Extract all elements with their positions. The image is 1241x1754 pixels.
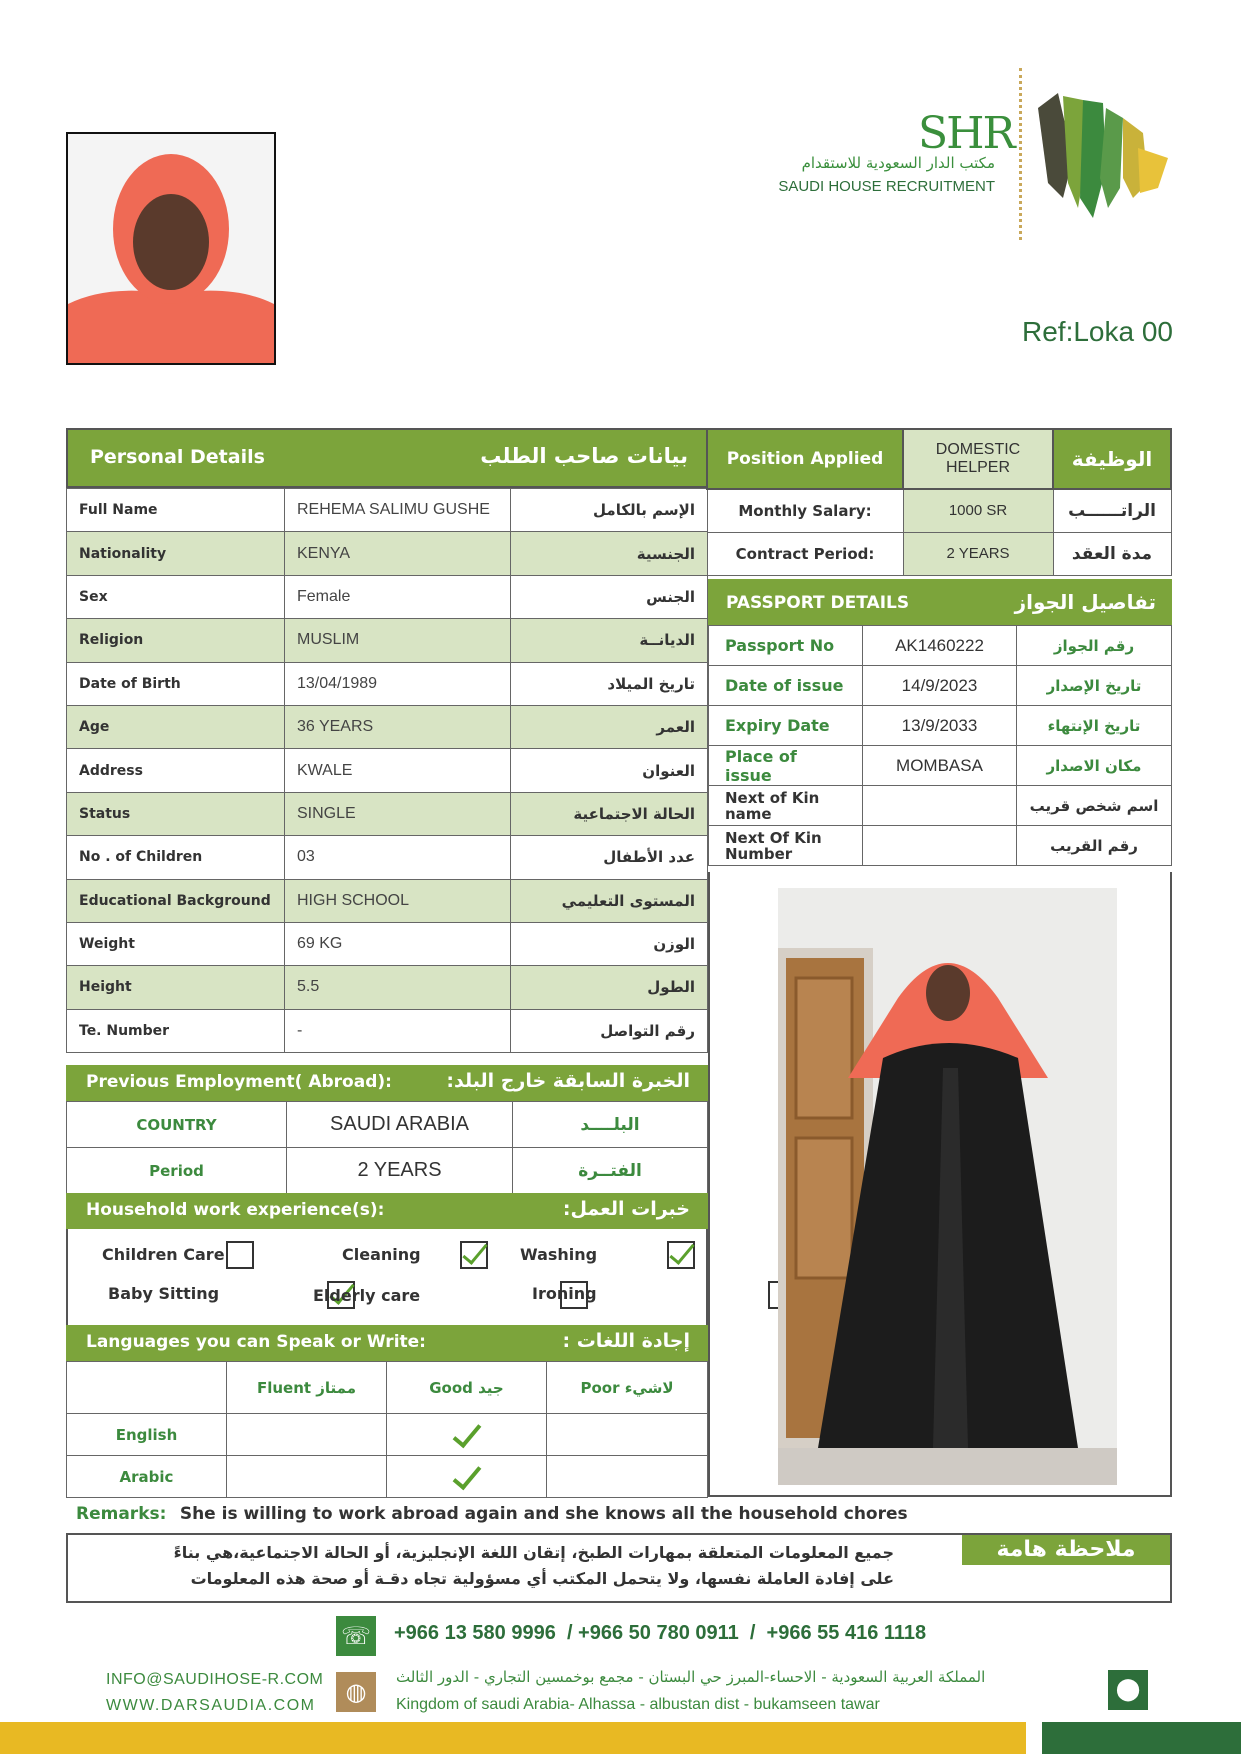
- kin-number-value: [863, 826, 1017, 866]
- arabic-good-cell: [387, 1456, 547, 1498]
- table-row: [67, 966, 708, 1009]
- personal-field-label: Sex: [67, 575, 285, 618]
- personal-field-label-ar: رقم التواصل: [511, 1009, 708, 1052]
- personal-field-label-ar: عدد الأطفال: [511, 836, 708, 879]
- passport-field-label: Passport No: [709, 626, 863, 666]
- good-header: Good جيد: [387, 1362, 547, 1414]
- languages-header: [66, 1325, 708, 1361]
- personal-field-label: Weight: [67, 922, 285, 965]
- phone-icon: ☏: [336, 1616, 376, 1656]
- table-row: [709, 826, 1172, 866]
- language-blank-header: [67, 1362, 227, 1414]
- phone-numbers: +966 13 580 9996 / +966 50 780 0911 / +966 55 416 1118: [394, 1622, 927, 1644]
- applicant-portrait: [66, 132, 276, 365]
- passport-table: [708, 625, 1172, 866]
- arabic-poor-cell: [547, 1456, 708, 1498]
- country-label: COUNTRY: [67, 1102, 287, 1148]
- logo-mark: SHR: [918, 108, 1014, 159]
- languages-table: [66, 1361, 708, 1498]
- important-note-line2: على إفادة العاملة نفسها، ولا يتحمل المكتب أي مسؤولية تجاه دقـة أو صحة هذه المعلومات: [190, 1569, 894, 1588]
- personal-field-label-ar: تاريخ الميلاد: [511, 662, 708, 705]
- personal-field-label: Age: [67, 705, 285, 748]
- passport-field-label-ar: تاريخ الإصدار: [1017, 666, 1172, 706]
- personal-field-label-ar: المستوى التعليمي: [511, 879, 708, 922]
- address-english: Kingdom of saudi Arabia- Alhassa - albustan dist - bukamseen tawar: [396, 1696, 880, 1713]
- table-row: [67, 489, 708, 532]
- personal-field-value: Female: [285, 575, 511, 618]
- household-header: [66, 1193, 708, 1229]
- passport-field-label: Date of issue: [709, 666, 863, 706]
- personal-field-value: HIGH SCHOOL: [285, 879, 511, 922]
- personal-field-label: Educational Background: [67, 879, 285, 922]
- passport-field-label-ar: مكان الاصدار: [1017, 746, 1172, 786]
- kin-name-label: Next of Kin name: [709, 786, 863, 826]
- personal-details-title-ar: بيانات صاحب الطلب: [480, 444, 688, 468]
- table-row: [67, 1148, 708, 1194]
- personal-field-label-ar: العنوان: [511, 749, 708, 792]
- personal-field-label-ar: العمر: [511, 705, 708, 748]
- passport-title-ar: تفاصيل الجواز: [1014, 590, 1156, 614]
- table-row: [67, 662, 708, 705]
- table-row: [67, 532, 708, 575]
- children-care-label: Children Care: [102, 1245, 225, 1264]
- kin-name-value: [863, 786, 1017, 826]
- kin-number-label-ar: رقم القريب: [1017, 826, 1172, 866]
- personal-field-value: 13/04/1989: [285, 662, 511, 705]
- personal-field-value: 36 YEARS: [285, 705, 511, 748]
- contract-value: 2 YEARS: [903, 532, 1053, 575]
- passport-field-label-ar: تاريخ الإنتهاء: [1017, 706, 1172, 746]
- personal-field-label: Status: [67, 792, 285, 835]
- languages-title-ar: إجادة اللغات :: [562, 1330, 690, 1352]
- personal-field-value: REHEMA SALIMU GUSHE: [285, 489, 511, 532]
- poor-header: Poor لاشيء: [547, 1362, 708, 1414]
- elderly-care-label: Elderly care: [313, 1286, 421, 1305]
- personal-field-label-ar: الوزن: [511, 922, 708, 965]
- table-row: [707, 532, 1171, 575]
- contract-label-ar: مدة العقد: [1053, 532, 1171, 575]
- arabic-fluent-cell: [227, 1456, 387, 1498]
- table-row: [709, 746, 1172, 786]
- period-label: Period: [67, 1148, 287, 1194]
- important-note-title: ملاحظة هامة: [962, 1535, 1170, 1565]
- household-title-ar: خبرات العمل:: [562, 1198, 690, 1220]
- children-care-checkbox[interactable]: [226, 1241, 254, 1269]
- important-note-box: [66, 1533, 1172, 1603]
- table-row: [67, 1009, 708, 1052]
- personal-field-label: Religion: [67, 619, 285, 662]
- position-value: DOMESTIC HELPER: [903, 429, 1053, 489]
- logo-map-icon: [1028, 88, 1178, 223]
- personal-details-table: [66, 488, 708, 1053]
- table-row: [67, 1102, 708, 1148]
- salary-value: 1000 SR: [903, 489, 1053, 532]
- previous-employment-title-ar: الخبرة السابقة خارج البلد:: [446, 1070, 690, 1092]
- english-poor-cell: [547, 1414, 708, 1456]
- table-row: [67, 792, 708, 835]
- english-label: English: [67, 1414, 227, 1456]
- applicant-full-photo: [778, 888, 1117, 1485]
- table-row: [67, 619, 708, 662]
- passport-field-value: 14/9/2023: [863, 666, 1017, 706]
- passport-title-en: PASSPORT DETAILS: [726, 593, 910, 613]
- washing-label: Washing: [520, 1245, 598, 1264]
- personal-field-label: Full Name: [67, 489, 285, 532]
- passport-field-label-ar: رقم الجواز: [1017, 626, 1172, 666]
- languages-title-en: Languages you can Speak or Write:: [86, 1332, 426, 1352]
- personal-field-label-ar: الديانــة: [511, 619, 708, 662]
- address-arabic: المملكة العربية السعودية - الاحساء-المبرز حي البستان - مجمع بوخمسين التجاري - الدور الثالث: [396, 1668, 986, 1686]
- logo-arabic-text: مكتب الدار السعودية للاستقدام: [801, 154, 995, 172]
- previous-employment-table: [66, 1101, 708, 1194]
- remarks-label: Remarks:: [76, 1504, 167, 1524]
- email-text: INFO@SAUDIHOSE-R.COM: [106, 1671, 324, 1688]
- reference-number: Ref:Loka 00: [1022, 316, 1173, 347]
- english-fluent-cell: [227, 1414, 387, 1456]
- english-good-cell: [387, 1414, 547, 1456]
- household-title-en: Household work experience(s):: [86, 1200, 385, 1220]
- personal-field-label-ar: الطول: [511, 966, 708, 1009]
- logo-english-text: SAUDI HOUSE RECRUITMENT: [778, 178, 995, 195]
- kin-number-label: Next Of Kin Number: [709, 826, 863, 866]
- washing-checkbox[interactable]: [667, 1241, 695, 1269]
- table-row: [707, 429, 1171, 489]
- passport-field-label: Expiry Date: [709, 706, 863, 746]
- remarks-line: [76, 1504, 908, 1524]
- website-text: WWW.DARSAUDIA.COM: [106, 1697, 316, 1714]
- personal-details-header: [66, 428, 708, 488]
- period-label-ar: الفتــرة: [513, 1148, 708, 1194]
- personal-field-value: KWALE: [285, 749, 511, 792]
- salary-label: Monthly Salary:: [707, 489, 903, 532]
- personal-field-value: 5.5: [285, 966, 511, 1009]
- salary-label-ar: الراتــــــب: [1053, 489, 1171, 532]
- footer-yellow-stripe: [0, 1722, 1026, 1754]
- table-row: [67, 922, 708, 965]
- passport-field-value: 13/9/2033: [863, 706, 1017, 746]
- remarks-text: She is willing to work abroad again and she knows all the household chores: [179, 1504, 908, 1524]
- personal-field-label-ar: الجنسية: [511, 532, 708, 575]
- personal-field-value: -: [285, 1009, 511, 1052]
- personal-field-label: No . of Children: [67, 836, 285, 879]
- logo-divider: [1019, 68, 1022, 240]
- cleaning-checkbox[interactable]: [460, 1241, 488, 1269]
- table-row: [67, 705, 708, 748]
- personal-field-label-ar: الإسم بالكامل: [511, 489, 708, 532]
- personal-field-value: SINGLE: [285, 792, 511, 835]
- arabic-label: Arabic: [67, 1456, 227, 1498]
- cleaning-label: Cleaning: [342, 1245, 421, 1264]
- table-row: [67, 1456, 708, 1498]
- passport-header: [708, 579, 1172, 625]
- fluent-header: Fluent ممتاز: [227, 1362, 387, 1414]
- personal-field-label: Te. Number: [67, 1009, 285, 1052]
- personal-field-value: 69 KG: [285, 922, 511, 965]
- location-pin-icon: ⬤: [1108, 1670, 1148, 1710]
- personal-field-label: Nationality: [67, 532, 285, 575]
- previous-employment-title-en: Previous Employment( Abroad):: [86, 1072, 392, 1092]
- globe-icon: ◍: [336, 1672, 376, 1712]
- personal-field-value: KENYA: [285, 532, 511, 575]
- table-row: [67, 879, 708, 922]
- country-label-ar: البلــــد: [513, 1102, 708, 1148]
- contract-label: Contract Period:: [707, 532, 903, 575]
- household-skills: [66, 1229, 708, 1325]
- passport-field-label: Place of issue: [709, 746, 863, 786]
- previous-employment-header: [66, 1065, 708, 1101]
- check-icon: [452, 1459, 481, 1489]
- personal-field-label: Address: [67, 749, 285, 792]
- kin-name-label-ar: اسم شخص قريب: [1017, 786, 1172, 826]
- table-row: [709, 666, 1172, 706]
- table-row: [67, 836, 708, 879]
- important-note-line1: جميع المعلومات المتعلقة بمهارات الطبخ، إتقان اللغة الإنجليزية، أو الحالة الاجتماعية،هي بناءً: [173, 1543, 894, 1562]
- personal-field-label-ar: الجنس: [511, 575, 708, 618]
- position-label: Position Applied: [707, 429, 903, 489]
- passport-field-value: AK1460222: [863, 626, 1017, 666]
- table-row: [709, 706, 1172, 746]
- ironing-label: Ironing: [532, 1284, 597, 1303]
- table-row: [67, 749, 708, 792]
- period-value: 2 YEARS: [287, 1148, 513, 1194]
- baby-sitting-label: Baby Sitting: [108, 1284, 220, 1303]
- passport-field-value: MOMBASA: [863, 746, 1017, 786]
- table-row: [67, 575, 708, 618]
- table-row: [67, 1362, 708, 1414]
- personal-details-title-en: Personal Details: [90, 446, 265, 468]
- personal-field-label-ar: الحالة الاجتماعية: [511, 792, 708, 835]
- personal-field-label: Date of Birth: [67, 662, 285, 705]
- table-row: [709, 626, 1172, 666]
- company-logo: [778, 90, 1180, 240]
- table-row: [709, 786, 1172, 826]
- personal-field-label: Height: [67, 966, 285, 1009]
- country-value: SAUDI ARABIA: [287, 1102, 513, 1148]
- table-row: [67, 1414, 708, 1456]
- position-label-ar: الوظيفة: [1053, 429, 1171, 489]
- footer-green-stripe: [1042, 1722, 1241, 1754]
- personal-field-value: 03: [285, 836, 511, 879]
- personal-field-value: MUSLIM: [285, 619, 511, 662]
- table-row: [707, 489, 1171, 532]
- position-table: [706, 428, 1172, 576]
- check-icon: [452, 1417, 481, 1447]
